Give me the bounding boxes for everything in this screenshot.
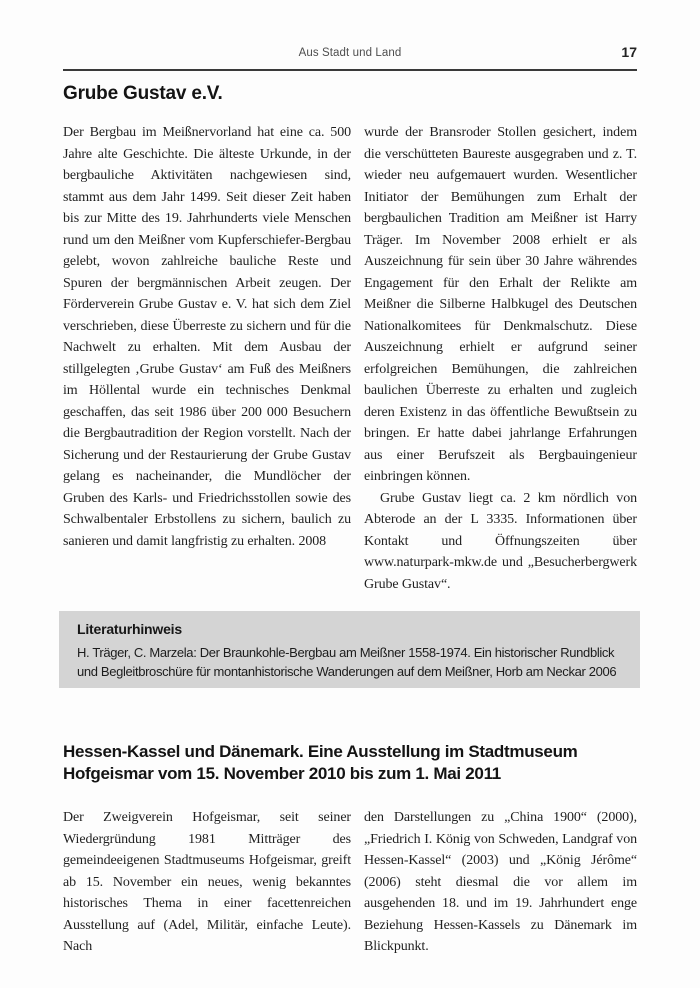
header-rule	[63, 69, 637, 71]
article2-title-line1: Hessen-Kassel und Dänemark. Eine Ausstellung im Stadtmuseum	[63, 742, 578, 761]
running-header	[63, 44, 637, 65]
article1-right-paragraph-2: Grube Gustav liegt ca. 2 km nördlich von Abterode an der L 3335. Informationen über Kontakt und Öffnungszeiten über www.naturpark-mkw.de und „Besucherbergwerk Grube Gustav“.	[364, 490, 637, 592]
article1-title: Grube Gustav e.V.	[63, 83, 223, 104]
article2-column-right	[364, 807, 637, 958]
article2-title	[63, 741, 637, 784]
article1-columns	[63, 122, 637, 595]
article2-left-paragraph: Der Zweigverein Hofgeismar, seit seiner Wiedergründung 1981 Mitträger des gemeindeeigenen Stadtmuseums Hofgeismar, greift ab 15. November ein neues, wenig bekanntes historisches Thema in einer facettenreichen Ausstellung auf (Adel, Militär, einfache Leute). Nach	[63, 810, 351, 954]
page-number: 17	[621, 44, 637, 60]
literature-box-citation: H. Träger, C. Marzela: Der Braunkohle-Bergbau am Meißner 1558-1974. Ein historischer Rundblick und Begleitbroschüre für montanhistorische Wanderungen auf dem Meißner, Horb am Neckar 2006	[77, 645, 617, 679]
article1-left-paragraph: Der Bergbau im Meißnervorland hat eine ca. 500 Jahre alte Geschichte. Die älteste Urkunde, in der bergbauliche Aktivitäten nachgewiesen sind, stammt aus dem Jahr 1499. Seit dieser Zeit haben bis zur Mitte des 19. Jahrhunderts viele Menschen rund um den Meißner vom Kupferschiefer-Bergbau gelebt, wovon zahlreiche bauliche Reste und Spuren der bergmännischen Arbeit zeugen. Der Förderverein Grube Gustav e. V. hat sich dem Ziel verschrieben, diese Überreste zu sichern und für die Nachwelt zu erhalten. Mit dem Ausbau der stillgelegten ‚Grube Gustav‘ am Fuß des Meißners im Höllental wurde ein technisches Denkmal geschaffen, das seit 1986 über 200 000 Besuchern die Bergbautradition der Region vorstellt. Nach der Sicherung und der Restaurierung der Grube Gustav gelang es nacheinander, die Mundlöcher der Gruben des Karls- und Friedrichsstollen sowie des Schwalbentaler Erbstollens zu sichern, baulich zu sanieren und damit langfristig zu erhalten. 2008	[63, 125, 351, 549]
running-header-title: Aus Stadt und Land	[298, 47, 402, 59]
article2-column-left	[63, 807, 351, 958]
article1-column-left	[63, 122, 351, 595]
article1-right-paragraph-1: wurde der Bransroder Stollen gesichert, indem die verschütteten Baureste ausgegraben und z. T. wieder neu aufgemauert wurden. Wesentlicher Initiator der Bemühungen zum Erhalt der bergbaulichen Tradition am Meißner ist Harry Träger. Im November 2008 erhielt er als Auszeichnung für sein über 30 Jahre währendes Engagement für den Erhalt der Relikte am Meißner die Silberne Halbkugel des Deutschen Nationalkomitees für Denkmalschutz. Diese Auszeichnung erhielt er aufgrund seiner erfolgreichen Bemühungen, die zahlreichen baulichen Überreste zu erhalten und zugleich deren Existenz in das öffentliche Bewußtsein zu bringen. Er hatte dabei jahrlange Erfahrungen aus einer Berufszeit als Bergbauingenieur einbringen können.	[364, 125, 637, 484]
literature-box-title: Literaturhinweis	[77, 621, 182, 637]
article1-column-right	[364, 122, 637, 595]
article2-columns	[63, 807, 637, 958]
article2-title-line2: Hofgeismar vom 15. November 2010 bis zum 1. Mai 2011	[63, 763, 501, 783]
article2-right-paragraph: den Darstellungen zu „China 1900“ (2000), „Friedrich I. König von Schweden, Landgraf von Hessen-Kassel“ (2003) und „König Jérôme“ (2006) steht diesmal die vor allem im ausgehenden 18. und im 19. Jahrhundert enge Beziehung Hessen-Kassels zu Dänemark im Blickpunkt.	[364, 810, 637, 954]
literature-box	[59, 611, 640, 688]
